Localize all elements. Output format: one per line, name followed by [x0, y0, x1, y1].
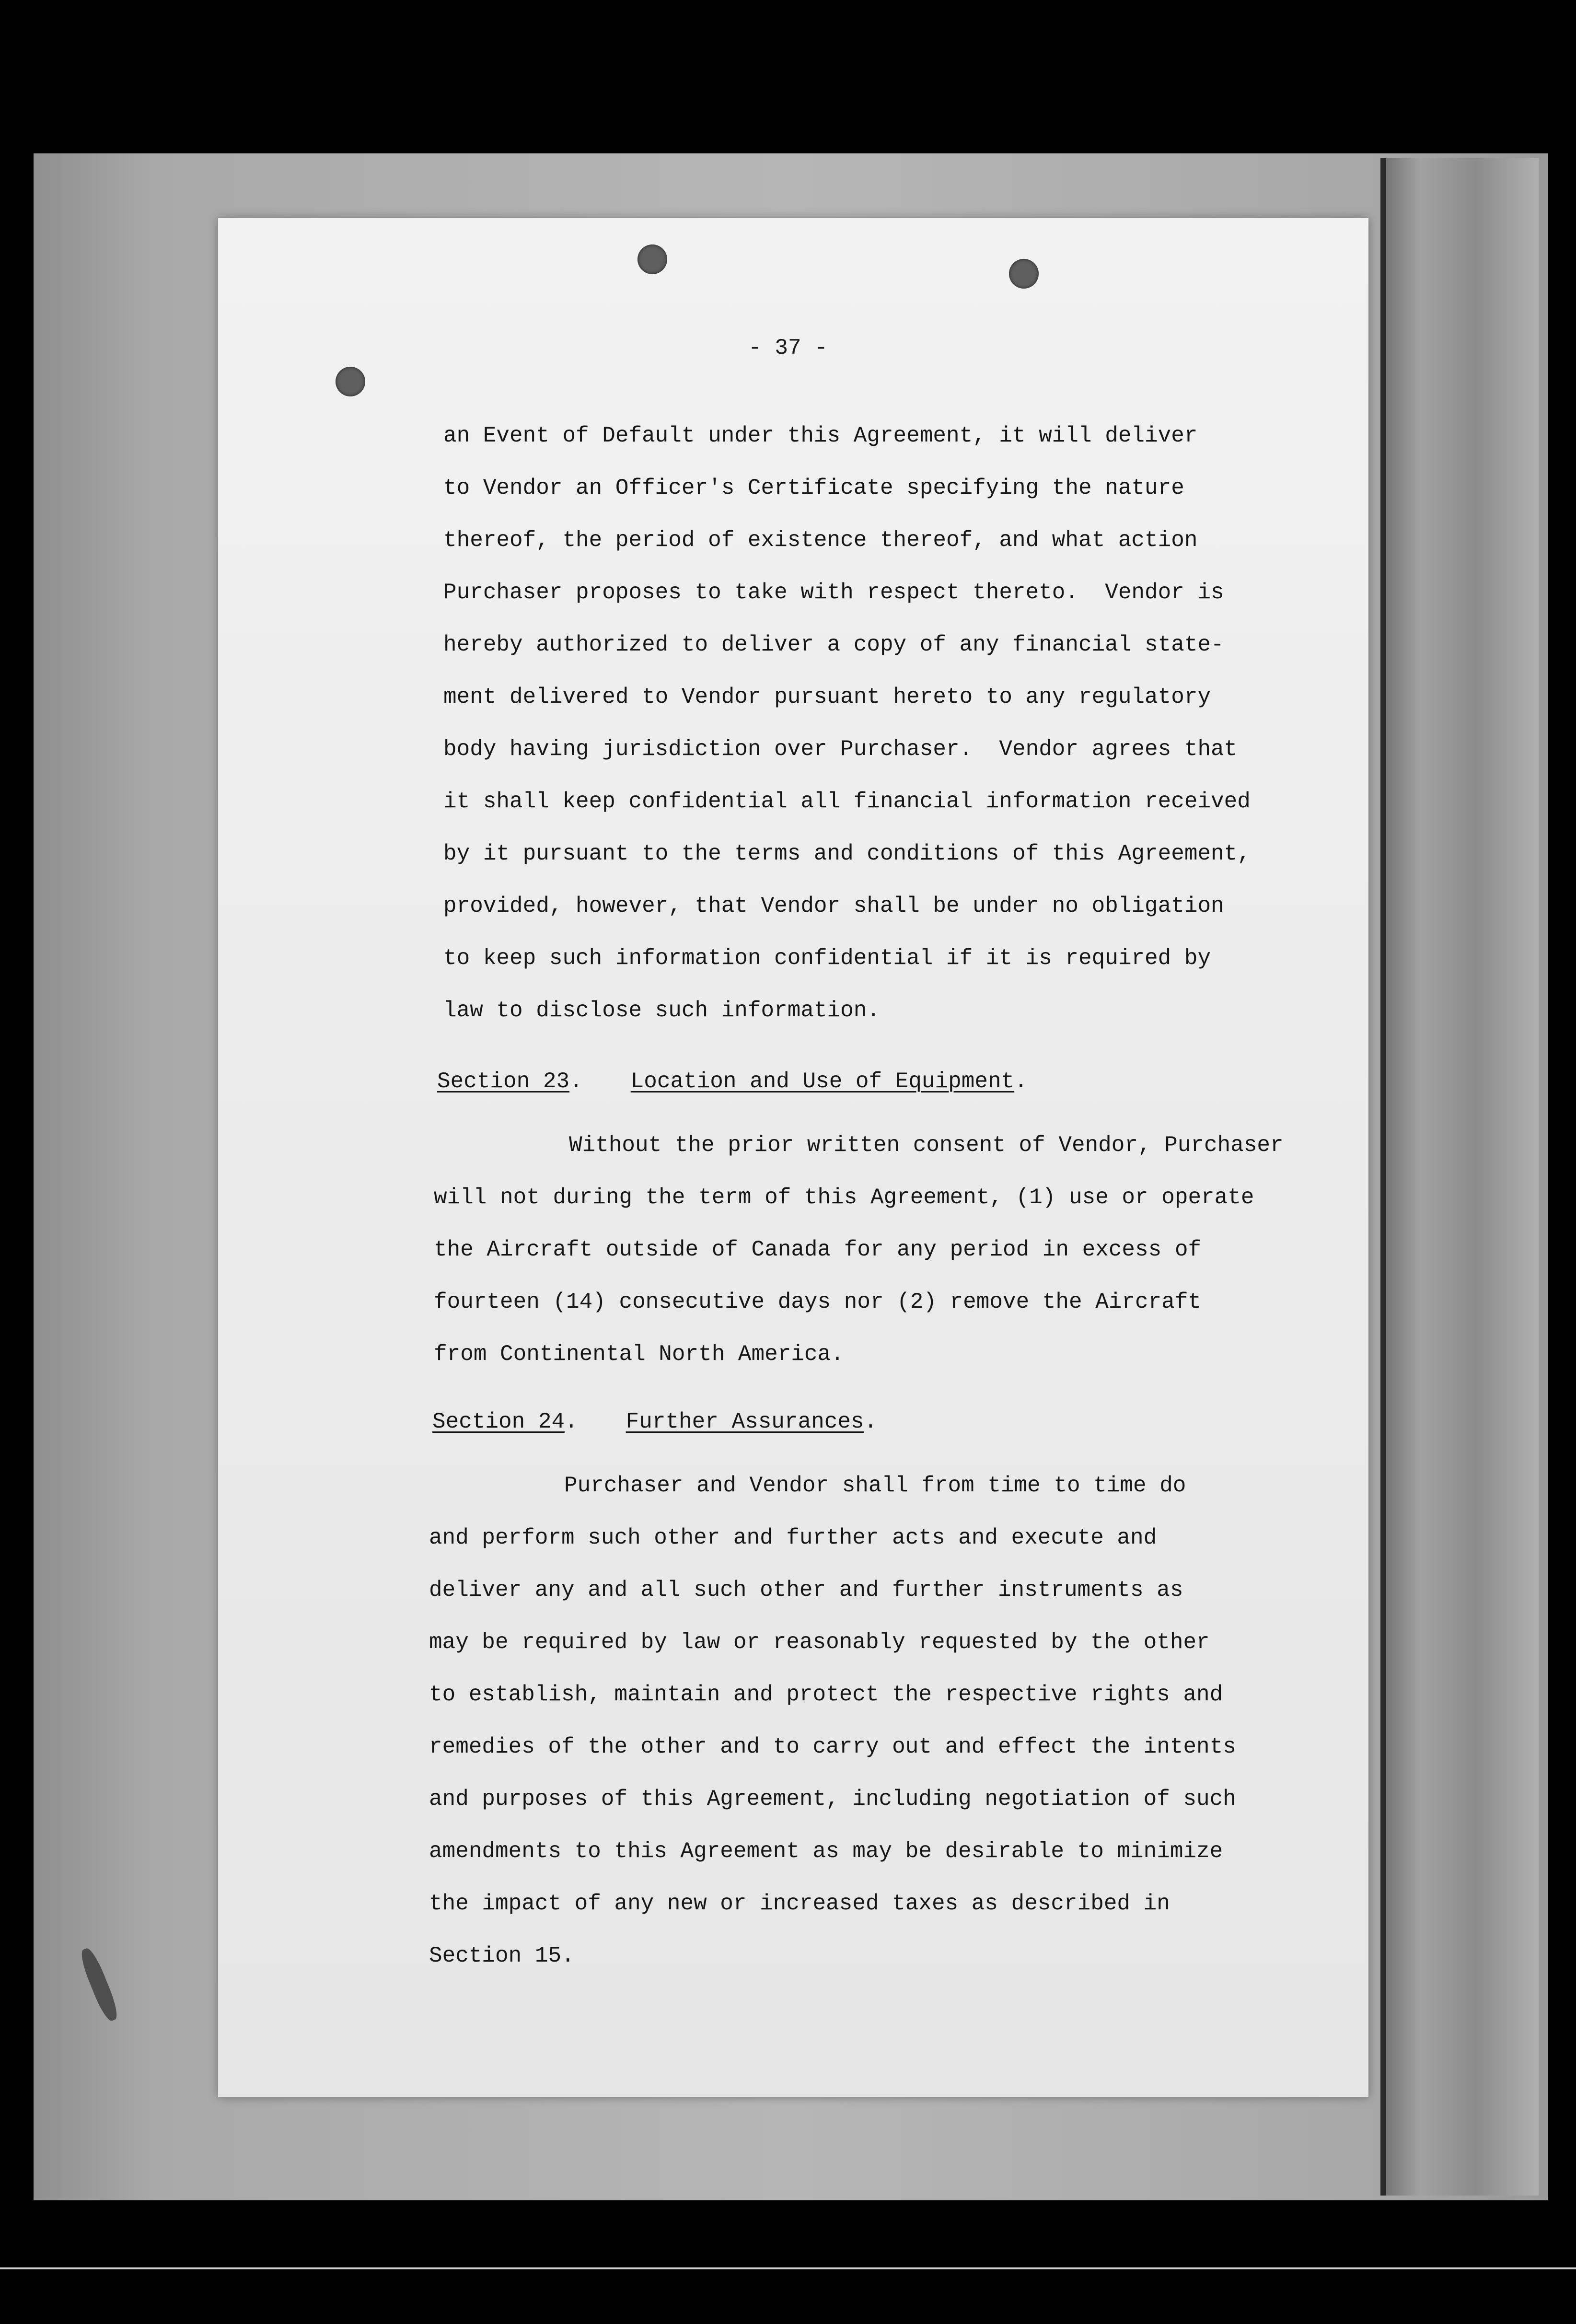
section-number: Section 24 — [432, 1409, 565, 1434]
section-title: Location and Use of Equipment — [630, 1069, 1015, 1094]
text-line: the Aircraft outside of Canada for any period in excess of — [434, 1237, 1202, 1262]
text-line: thereof, the period of existence thereof, and what action — [443, 528, 1198, 553]
text-line: may be required by law or reasonably requested by the other — [429, 1630, 1210, 1655]
text-line: to keep such information confidential if it is required by — [443, 946, 1211, 971]
punch-hole — [1009, 259, 1039, 289]
section-23-body — [434, 1119, 1392, 1381]
section-23-heading: Section 23. Location and Use of Equipment. — [437, 1069, 1028, 1094]
page-number: - 37 - — [748, 336, 828, 360]
text-line: to Vendor an Officer's Certificate specifying the nature — [443, 476, 1184, 500]
text-line: to establish, maintain and protect the respective rights and — [429, 1682, 1223, 1707]
section-24-body — [429, 1460, 1388, 1982]
text-line: Purchaser proposes to take with respect thereto. Vendor is — [443, 580, 1224, 605]
film-edge-line — [0, 2267, 1576, 2269]
text-line: Section 15. — [429, 1943, 575, 1968]
text-line: the impact of any new or increased taxes as described in — [429, 1891, 1170, 1916]
text-line: Purchaser and Vendor shall from time to time do — [564, 1473, 1186, 1498]
section-title: Further Assurances — [626, 1409, 864, 1434]
text-line: it shall keep confidential all financial information received — [443, 789, 1251, 814]
text-line: law to disclose such information. — [443, 998, 880, 1023]
text-line: and purposes of this Agreement, including negotiation of such — [429, 1787, 1236, 1812]
text-line: body having jurisdiction over Purchaser. Vendor agrees that — [443, 737, 1238, 762]
text-line: amendments to this Agreement as may be desirable to minimize — [429, 1839, 1223, 1864]
text-line: and perform such other and further acts and execute and — [429, 1525, 1157, 1550]
text-line: deliver any and all such other and further instruments as — [429, 1578, 1183, 1603]
section-number: Section 23 — [437, 1069, 570, 1094]
text-line: hereby authorized to deliver a copy of any financial state- — [443, 632, 1224, 657]
text-line: by it pursuant to the terms and conditions of this Agreement, — [443, 841, 1251, 866]
text-line: provided, however, that Vendor shall be under no obligation — [443, 894, 1224, 918]
punch-hole — [336, 367, 365, 396]
text-line: an Event of Default under this Agreement, it will deliver — [443, 423, 1198, 448]
binding-strip — [1380, 158, 1539, 2196]
text-line: Without the prior written consent of Vendor, Purchaser — [569, 1133, 1284, 1158]
text-line: fourteen (14) consecutive days nor (2) remove the Aircraft — [434, 1290, 1202, 1314]
punch-hole — [637, 244, 667, 274]
text-line: from Continental North America. — [434, 1342, 844, 1367]
text-line: remedies of the other and to carry out and effect the intents — [429, 1734, 1236, 1759]
paragraph-continuation — [443, 410, 1402, 1037]
text-line: will not during the term of this Agreement, (1) use or operate — [434, 1185, 1254, 1210]
section-24-heading: Section 24. Further Assurances. — [432, 1409, 878, 1434]
text-line: ment delivered to Vendor pursuant hereto to any regulatory — [443, 685, 1211, 709]
